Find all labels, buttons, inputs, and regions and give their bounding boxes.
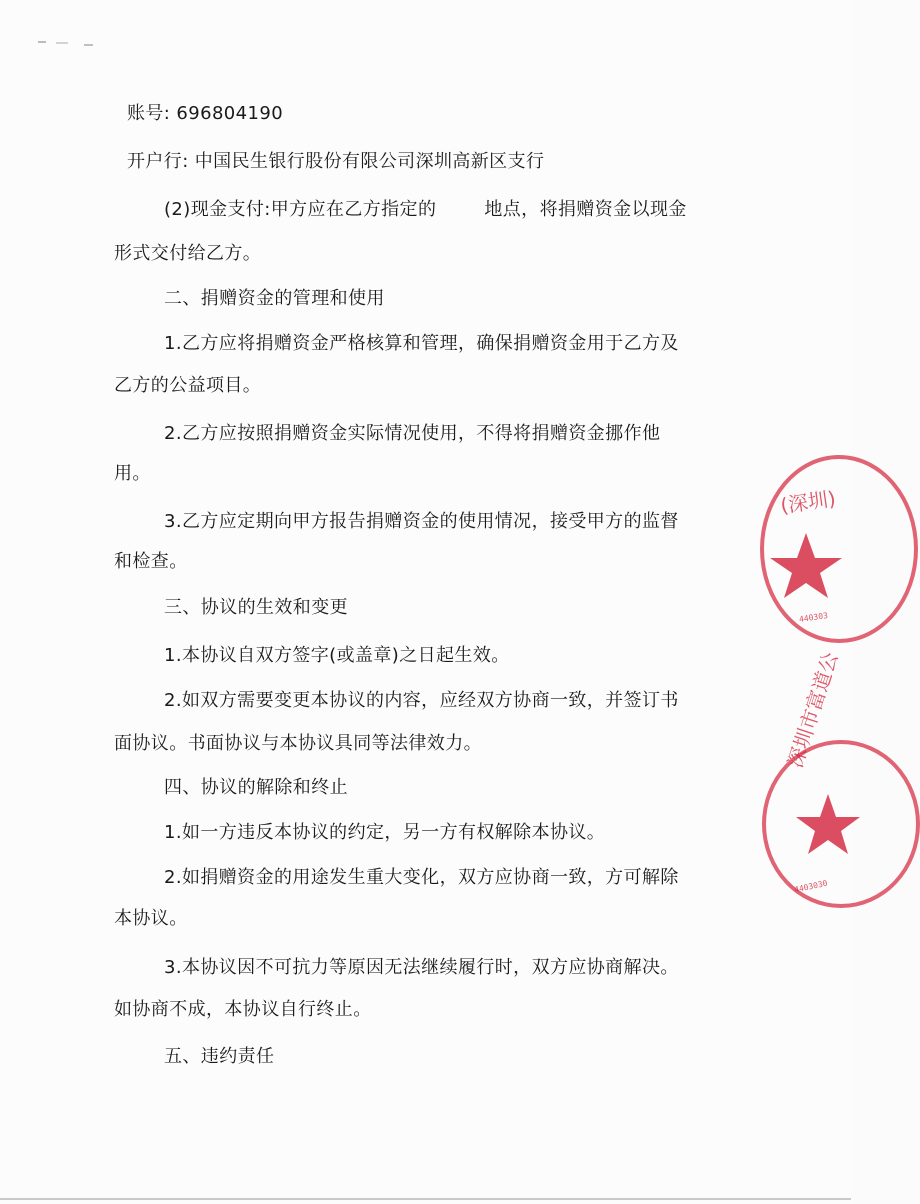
scan-bottom-edge (0, 1198, 851, 1200)
scan-artifact-mark (38, 40, 98, 46)
cash-payment-line-first-text: (2)现金支付:甲方应在乙方指定的 (164, 199, 437, 220)
red-seal-top-text: (深圳) (778, 486, 838, 518)
section-four-item-3-line-1: 3.本协议因不可抗力等原因无法继续履行时，双方应协商解决。 (164, 957, 679, 978)
red-seal-bottom-star (766, 744, 916, 904)
red-seal-bottom-code: 4403030 (793, 878, 829, 895)
cash-payment-line-first (164, 198, 687, 222)
red-seal-top (760, 455, 918, 643)
bank-branch-line: 开户行: 中国民生银行股份有限公司深圳高新区支行 (127, 151, 545, 172)
section-two-item-2-line-2: 用。 (114, 463, 151, 484)
section-four-item-2-line-2: 本协议。 (114, 908, 188, 929)
section-four-item-1: 1.如一方违反本协议的约定，另一方有权解除本协议。 (164, 822, 606, 843)
red-seal-top-star (764, 459, 914, 639)
section-three-heading: 三、协议的生效和变更 (164, 597, 348, 618)
section-five-heading: 五、违约责任 (164, 1046, 275, 1067)
red-seal-bottom-text: 深圳市富道公 (782, 649, 843, 771)
section-two-item-1-line-1: 1.乙方应将捐赠资金严格核算和管理，确保捐赠资金用于乙方及 (164, 333, 679, 354)
section-two-heading: 二、捐赠资金的管理和使用 (164, 288, 385, 309)
section-two-item-3-line-2: 和检查。 (114, 551, 188, 572)
section-four-item-3-line-2: 如协商不成，本协议自行终止。 (114, 999, 372, 1020)
section-three-item-1: 1.本协议自双方签字(或盖章)之日起生效。 (164, 645, 510, 666)
account-number-line: 账号: 696804190 (127, 103, 284, 124)
cash-payment-line-first-tail: 地点，将捐赠资金以现金 (484, 199, 687, 220)
section-two-item-3-line-1: 3.乙方应定期向甲方报告捐赠资金的使用情况，接受甲方的监督 (164, 511, 679, 532)
red-seal-bottom (762, 649, 920, 908)
section-two-item-1-line-2: 乙方的公益项目。 (114, 375, 262, 396)
red-seal-top-code: 440303 (798, 611, 829, 624)
cash-payment-line-second: 形式交付给乙方。 (114, 243, 262, 264)
section-four-heading: 四、协议的解除和终止 (164, 777, 348, 798)
section-four-item-2-line-1: 2.如捐赠资金的用途发生重大变化，双方应协商一致，方可解除 (164, 867, 679, 888)
section-three-item-2-line-1: 2.如双方需要变更本协议的内容，应经双方协商一致，并签订书 (164, 690, 679, 711)
section-two-item-2-line-1: 2.乙方应按照捐赠资金实际情况使用，不得将捐赠资金挪作他 (164, 423, 661, 444)
section-three-item-2-line-2: 面协议。书面协议与本协议具同等法律效力。 (114, 733, 482, 754)
